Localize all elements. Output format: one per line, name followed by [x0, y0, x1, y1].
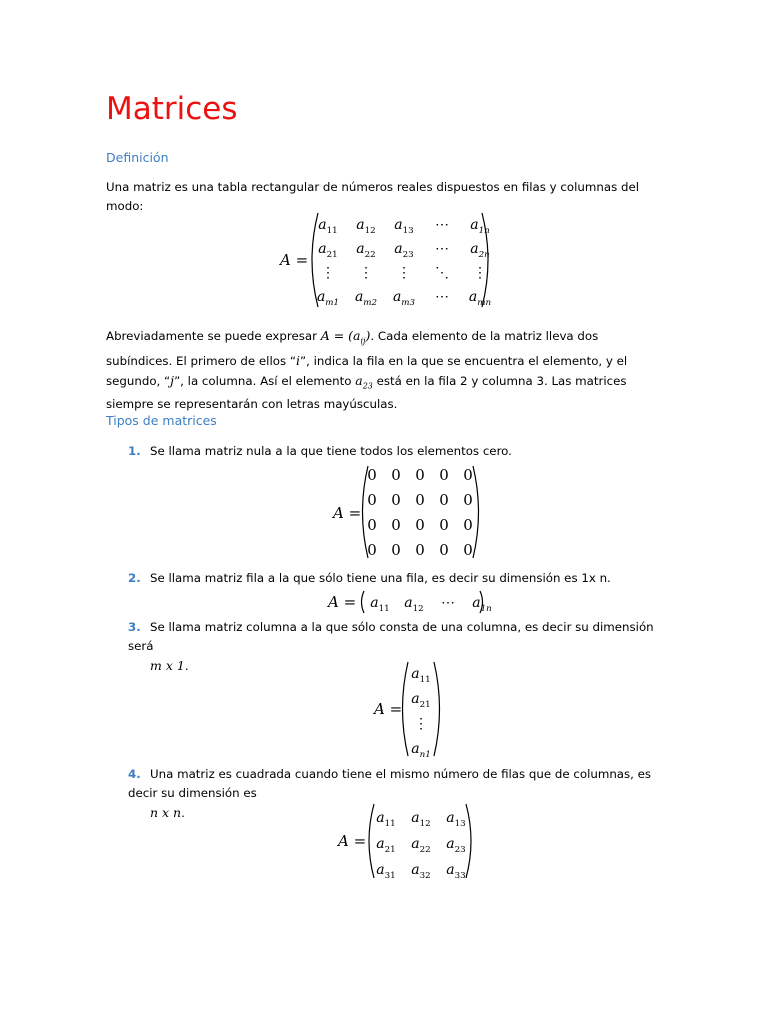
abrev-text-2: . Cada elemento de la matriz lleva dos subíndices. El primero de ellos “ [106, 329, 599, 368]
matrix-entry: $a_{13}$ [446, 810, 466, 829]
left-paren [403, 662, 409, 756]
matrix-entry: $a_{1n}$ [472, 595, 492, 614]
null-matrix-cells [367, 466, 473, 559]
matrix-entry: ⋮ [473, 265, 487, 281]
matrix-entry: 0 [391, 516, 401, 534]
matrix-entry: $a_{mn}$ [468, 289, 492, 308]
matrix-lhs: A = [338, 832, 367, 850]
row-matrix-cells [370, 595, 491, 614]
matrix-entry: 0 [463, 516, 473, 534]
matrix-entry: $a_{23}$ [446, 836, 466, 855]
matrix-entry: 0 [415, 541, 425, 559]
matrix-entry: $a_{33}$ [446, 862, 466, 881]
abrev-text-1: Abreviadamente se puede expresar [106, 329, 321, 343]
matrix-entry: $a_{13}$ [394, 217, 414, 236]
list-number: 3. [128, 620, 141, 634]
matrix-entry: 0 [367, 541, 377, 559]
matrix-entry: $a_{12}$ [404, 595, 424, 614]
matrix-entry: $a_{21}$ [376, 836, 396, 855]
list-number: 4. [128, 767, 141, 781]
matrix-entry: $a_{31}$ [376, 862, 396, 881]
matrix-entry: 0 [391, 491, 401, 509]
matrix-entry: 0 [439, 491, 449, 509]
matrix-lhs: A = [333, 504, 362, 522]
matrix-entry: $a_{21}$ [411, 691, 431, 710]
left-paren [362, 591, 365, 613]
abrev-element: $a_{23}$ [355, 372, 373, 390]
general-matrix-cells [317, 217, 491, 308]
list-number: 2. [128, 571, 141, 585]
matrix-entry: 0 [391, 466, 401, 484]
abrev-j: j [170, 372, 175, 388]
matrix-entry: ⋯ [435, 289, 449, 305]
abrev-text-4: ”, la columna. Así el elemento [174, 373, 356, 388]
matrix-entry: 0 [439, 516, 449, 534]
matrix-entry: $a_{32}$ [411, 862, 431, 881]
section-heading-definicion: Definición [106, 150, 169, 165]
page-title: Matrices [106, 91, 238, 127]
matrix-entry: $a_{m1}$ [316, 289, 340, 308]
matrix-entry: 0 [439, 466, 449, 484]
matrix-entry: $a_{1n}$ [470, 217, 490, 236]
matrix-entry: $a_{11}$ [411, 666, 431, 685]
section-heading-tipos: Tipos de matrices [106, 413, 217, 428]
matrix-entry: $a_{m3}$ [392, 289, 416, 308]
list-number: 1. [128, 444, 141, 458]
matrix-entry: 0 [367, 516, 377, 534]
matrix-entry: $a_{22}$ [411, 836, 431, 855]
list-item-text: Se llama matriz fila a la que sólo tiene una fila, es decir su dimensión es 1x n. [150, 571, 611, 585]
matrix-entry: 0 [415, 466, 425, 484]
matrix-entry: $a_{m2}$ [354, 289, 378, 308]
matrix-entry: ⋮ [359, 265, 373, 281]
matrix-entry: 0 [415, 516, 425, 534]
list-item-2 [128, 569, 668, 588]
abrev-text-5: está en la fila 2 y columna 3. Las matrices siempre se representarán con letras mayúsculas. [106, 373, 627, 411]
matrix-lhs: A = [328, 593, 357, 611]
matrix-entry: $a_{12}$ [411, 810, 431, 829]
matrix-entry: 0 [463, 491, 473, 509]
list-item-3: 3. Se llama matriz columna a la que sólo consta de una columna, es decir su dimensión será m x 1. [128, 620, 654, 673]
definition-paragraph: Una matriz es una tabla rectangular de números reales dispuestos en filas y columnas del modo: [106, 180, 639, 213]
null-matrix [325, 462, 485, 562]
matrix-lhs: A = [374, 700, 403, 718]
matrix-entry: $a_{23}$ [394, 241, 414, 260]
row-matrix [322, 588, 492, 616]
matrix-entry: $a_{21}$ [318, 241, 338, 260]
matrix-entry: ⋯ [435, 241, 449, 257]
column-matrix-cells [411, 666, 430, 760]
square-matrix-cells [376, 810, 465, 881]
matrix-entry: 0 [415, 491, 425, 509]
matrix-entry: ⋮ [414, 716, 428, 732]
right-paren [466, 804, 471, 878]
matrix-entry: $a_{n1}$ [411, 741, 431, 760]
matrix-entry: $a_{2n}$ [470, 241, 490, 260]
matrix-entry: 0 [391, 541, 401, 559]
left-paren [369, 804, 374, 878]
matrix-entry: ⋯ [441, 595, 455, 611]
list-item-text: Se llama matriz nula a la que tiene todos los elementos cero. [150, 444, 512, 458]
matrix-entry: $a_{11}$ [318, 217, 338, 236]
matrix-entry: 0 [463, 466, 473, 484]
list-item-4: 4. Una matriz es cuadrada cuando tiene el mismo número de filas que de columnas, es decir su dimensión es n x n. [128, 767, 652, 820]
matrix-entry: ⋯ [435, 217, 449, 233]
general-matrix [270, 205, 500, 315]
matrix-entry: ⋱ [435, 265, 449, 281]
abbreviation-paragraph [106, 326, 666, 414]
list-item-1 [128, 442, 668, 461]
matrix-entry: 0 [367, 466, 377, 484]
right-paren [434, 662, 440, 756]
matrix-lhs: A = [280, 251, 309, 269]
square-matrix [332, 800, 482, 882]
abrev-expression: $A = (a_{ij})$ [320, 328, 371, 346]
matrix-entry: 0 [463, 541, 473, 559]
right-paren [473, 466, 479, 558]
abrev-text-3: ”, indica la fila en la que se encuentra el elemento, y el segundo, “ [106, 353, 628, 388]
matrix-entry: $a_{11}$ [370, 595, 390, 614]
list-item-math: n x n [150, 805, 182, 820]
matrix-entry: ⋮ [397, 265, 411, 281]
list-item-math: m x 1 [150, 658, 185, 673]
matrix-entry: ⋮ [321, 265, 335, 281]
list-item-text: Se llama matriz columna a la que sólo consta de una columna, es decir su dimensión será [128, 620, 654, 653]
list-item-text: Una matriz es cuadrada cuando tiene el mismo número de filas que de columnas, es decir su dimensión es [128, 767, 652, 800]
matrix-entry: 0 [439, 541, 449, 559]
matrix-entry: 0 [367, 491, 377, 509]
matrix-entry: $a_{22}$ [356, 241, 376, 260]
matrix-entry: $a_{12}$ [356, 217, 376, 236]
column-matrix [370, 658, 450, 760]
matrix-entry: $a_{11}$ [376, 810, 396, 829]
abrev-i: i [295, 352, 300, 368]
